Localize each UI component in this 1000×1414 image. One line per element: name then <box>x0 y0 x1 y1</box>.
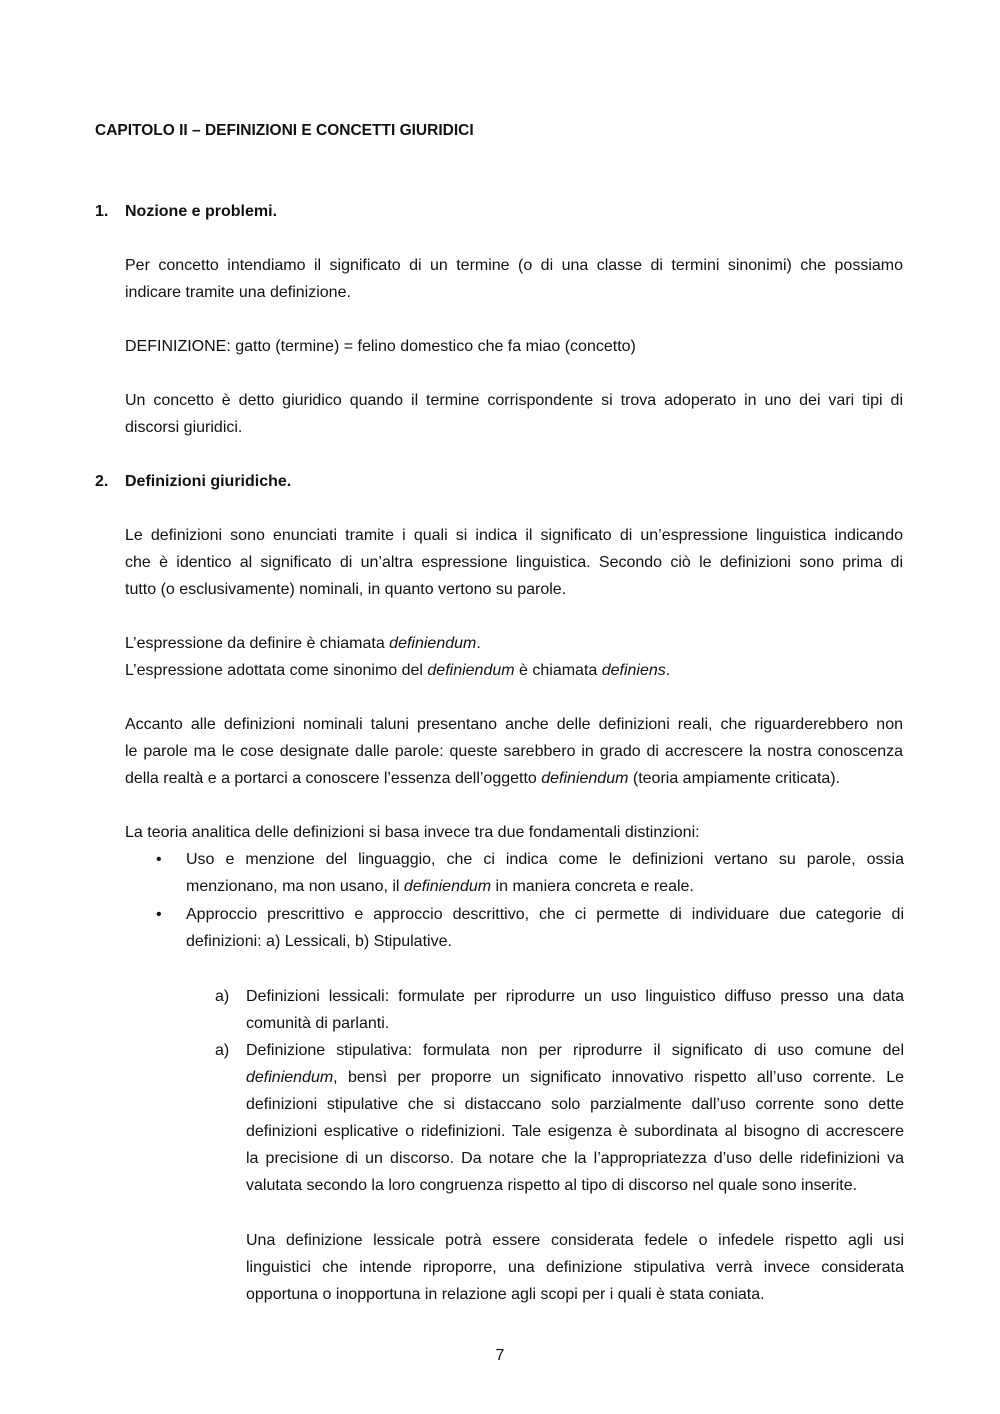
italic-term: definiendum <box>427 662 515 679</box>
text-run: . <box>476 635 481 652</box>
paragraph-line: indicare tramite una definizione. <box>125 284 351 301</box>
list-line: valutata secondo la loro congruenza rispetto al tipo di discorso nel quale sono inserite. <box>246 1177 858 1194</box>
text-run: in maniera concreta e reale. <box>491 878 694 895</box>
text-run: (teoria ampiamente criticata). <box>628 770 841 787</box>
section-2-heading: Definizioni giuridiche. <box>125 473 292 490</box>
paragraph-line: La teoria analitica delle definizioni si basa invece tra due fondamentali distinzioni: <box>125 824 700 841</box>
italic-term: definiendum <box>541 770 629 787</box>
paragraph-line <box>125 661 670 681</box>
text-run: L’espressione da definire è chiamata <box>125 635 390 652</box>
text-run: della realtà e a portarci a conoscere l’essenza dell’oggetto <box>125 770 542 787</box>
italic-term: definiendum <box>403 878 492 895</box>
text-run: è chiamata <box>514 662 602 679</box>
paragraph-line: Un concetto è detto giuridico quando il termine corrispondente si trova adoperato in uno dei vari tipi di <box>125 392 903 409</box>
section-2-number: 2. <box>95 473 109 490</box>
italic-term: definiens <box>601 662 666 679</box>
italic-term: definiendum <box>246 1069 334 1086</box>
paragraph-line: Per concetto intendiamo il significato di un termine (o di una classe di termini sinonimi) che possiamo <box>125 257 903 274</box>
bullet-line: definizioni: a) Lessicali, b) Stipulative. <box>186 933 452 950</box>
list-line: definizioni stipulative che si distaccano solo parzialmente dall’uso corrente sono dette <box>246 1096 904 1113</box>
list-line: comunità di parlanti. <box>246 1015 390 1032</box>
list-line <box>246 1068 904 1088</box>
list-label: a) <box>215 988 230 1005</box>
italic-term: definiendum <box>389 635 477 652</box>
bullet-line <box>186 877 694 897</box>
section-1-number: 1. <box>95 203 109 220</box>
list-line: definizioni esplicative o ridefinizioni. Tale esigenza è subordinata al bisogno di accrescere <box>246 1123 904 1140</box>
text-run: L’espressione adottata come sinonimo del <box>125 662 428 679</box>
paragraph-line: discorsi giuridici. <box>125 419 243 436</box>
paragraph-line: tutto (o esclusivamente) nominali, in quanto vertono su parole. <box>125 581 567 598</box>
bullet-icon: • <box>156 906 162 923</box>
paragraph-line: Accanto alle definizioni nominali taluni presentano anche delle definizioni reali, che riguarderebbero non <box>125 716 903 733</box>
paragraph-line: opportuna o inopportuna in relazione agli scopi per i quali è stata coniata. <box>246 1286 765 1303</box>
text-run: menzionano, ma non usano, il <box>186 878 404 895</box>
paragraph-line: Le definizioni sono enunciati tramite i quali si indica il significato di un’espressione linguistica indicando <box>125 527 903 544</box>
text-run: . <box>665 662 671 679</box>
list-line: Definizioni lessicali: formulate per riprodurre un uso linguistico diffuso presso una data <box>246 988 904 1005</box>
list-label: a) <box>215 1042 230 1059</box>
paragraph-line <box>125 634 481 654</box>
page-number: 7 <box>495 1347 505 1364</box>
bullet-line: Uso e menzione del linguaggio, che ci indica come le definizioni vertano su parole, ossia <box>186 851 904 868</box>
text-run: , bensì per proporre un significato innovativo rispetto all’uso corrente. Le <box>333 1069 904 1086</box>
paragraph-line: linguistici che intende riproporre, una definizione stipulativa verrà invece considerata <box>246 1259 904 1276</box>
list-line: Definizione stipulativa: formulata non per riprodurre il significato di uso comune del <box>246 1042 904 1059</box>
paragraph-line: Una definizione lessicale potrà essere considerata fedele o infedele rispetto agli usi <box>246 1232 904 1249</box>
chapter-title: CAPITOLO II – DEFINIZIONI E CONCETTI GIURIDICI <box>95 122 474 139</box>
bullet-line: Approccio prescrittivo e approccio descrittivo, che ci permette di individuare due categorie di <box>186 906 904 923</box>
section-1-heading: Nozione e problemi. <box>125 203 278 220</box>
paragraph-line: che è identico al significato di un’altra espressione linguistica. Secondo ciò le definizioni sono prima di <box>125 554 903 571</box>
paragraph-line: le parole ma le cose designate dalle parole: queste sarebbero in grado di accrescere la nostra conoscenza <box>125 743 903 760</box>
paragraph-line <box>125 769 840 789</box>
definition-example: DEFINIZIONE: gatto (termine) = felino domestico che fa miao (concetto) <box>125 338 636 355</box>
list-line: la precisione di un discorso. Da notare che la l’appropriatezza d’uso delle ridefinizioni va <box>246 1150 904 1167</box>
bullet-icon: • <box>156 851 162 868</box>
